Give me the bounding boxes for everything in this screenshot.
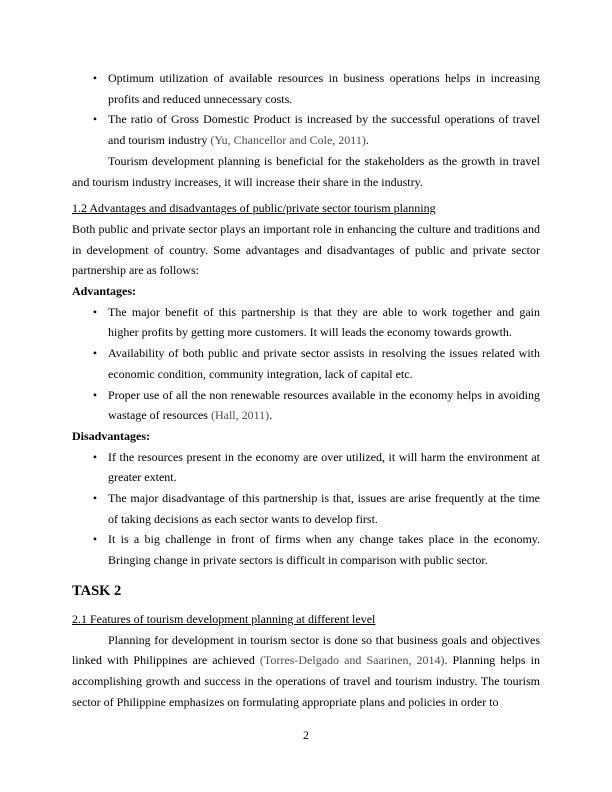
- bullet-text: Proper use of all the non renewable resources available in the economy helps in avoiding wastage of resources: [108, 387, 540, 423]
- task-heading: TASK 2: [72, 582, 122, 599]
- list-item: [72, 488, 540, 529]
- bullet-text: It is a big challenge in front of firms when any change takes place in the economy. Bringing change in private sectors is difficult in comparison with public sector.: [108, 532, 540, 568]
- disadvantages-label: Disadvantages:: [72, 428, 151, 443]
- bullet-icon: •: [92, 71, 98, 85]
- bullet-text: The ratio of Gross Domestic Product is increased by the successful operations of travel and tourism industry: [108, 112, 540, 148]
- bullet-icon: •: [92, 346, 98, 361]
- list-item: [72, 302, 540, 343]
- paragraph-text-end: . Planning helps in accomplishing growth and success in the operations of travel and tourism industry. The tourism sector of Philippine emphasizes on formulating appropriate plans and policies in order to: [72, 653, 540, 709]
- bullet-text: If the resources present in the economy are over utilized, it will harm the environment at greater extent.: [108, 449, 540, 485]
- section-heading-2-1: 2.1 Features of tourism development planning at different level: [72, 611, 376, 626]
- page-number: 2: [303, 728, 309, 742]
- bullet-text: The major benefit of this partnership is that they are able to work together and gain higher profits by getting more customers. It will leads the economy towards growth.: [108, 304, 540, 340]
- bullet-icon: •: [92, 491, 98, 506]
- bullet-icon: •: [92, 304, 98, 319]
- bullet-text: Optimum utilization of available resources in business operations helps in increasing profits and reduced unnecessary costs.: [108, 71, 540, 106]
- paragraph-stakeholders: Tourism development planning is beneficial for the stakeholders as the growth in travel and tourism industry increases, it will increase their share in the industry.: [72, 153, 540, 189]
- bullet-icon: •: [92, 387, 98, 402]
- bullet-icon: •: [92, 532, 98, 547]
- list-item: [72, 109, 540, 150]
- section-heading-1-2: 1.2 Advantages and disadvantages of public/private sector tourism planning: [72, 201, 436, 216]
- bullet-text-end: .: [269, 408, 273, 423]
- paragraph-planning: [72, 630, 540, 713]
- bullet-text: Availability of both public and private sector assists in resolving the issues related with economic condition, community integration, lack of capital etc.: [108, 346, 540, 381]
- paragraph-text: Planning for development in tourism sector is done so that business goals and objectives linked with Philippines are achieved: [72, 632, 540, 668]
- advantages-label: Advantages:: [72, 284, 137, 299]
- bullet-icon: •: [92, 112, 98, 127]
- citation: (Yu, Chancellor and Cole, 2011): [210, 133, 366, 148]
- section-intro: Both public and private sector plays an important role in enhancing the culture and traditions and in development of country. Some advantages and disadvantages of public and private sector partnership are as follows:: [72, 221, 540, 278]
- list-item: [72, 447, 540, 488]
- citation: (Hall, 2011): [210, 408, 270, 423]
- list-item: [72, 385, 540, 426]
- list-item: [72, 68, 540, 109]
- document-page: [72, 68, 540, 712]
- list-item: [72, 343, 540, 384]
- citation: (Torres-Delgado and Saarinen, 2014): [259, 653, 445, 668]
- list-item: [72, 529, 540, 570]
- bullet-text: The major disadvantage of this partnership is that, issues are arise frequently at the time of taking decisions as each sector wants to develop first.: [108, 491, 540, 526]
- bullet-text-end: .: [365, 133, 369, 148]
- bullet-icon: •: [92, 449, 98, 464]
